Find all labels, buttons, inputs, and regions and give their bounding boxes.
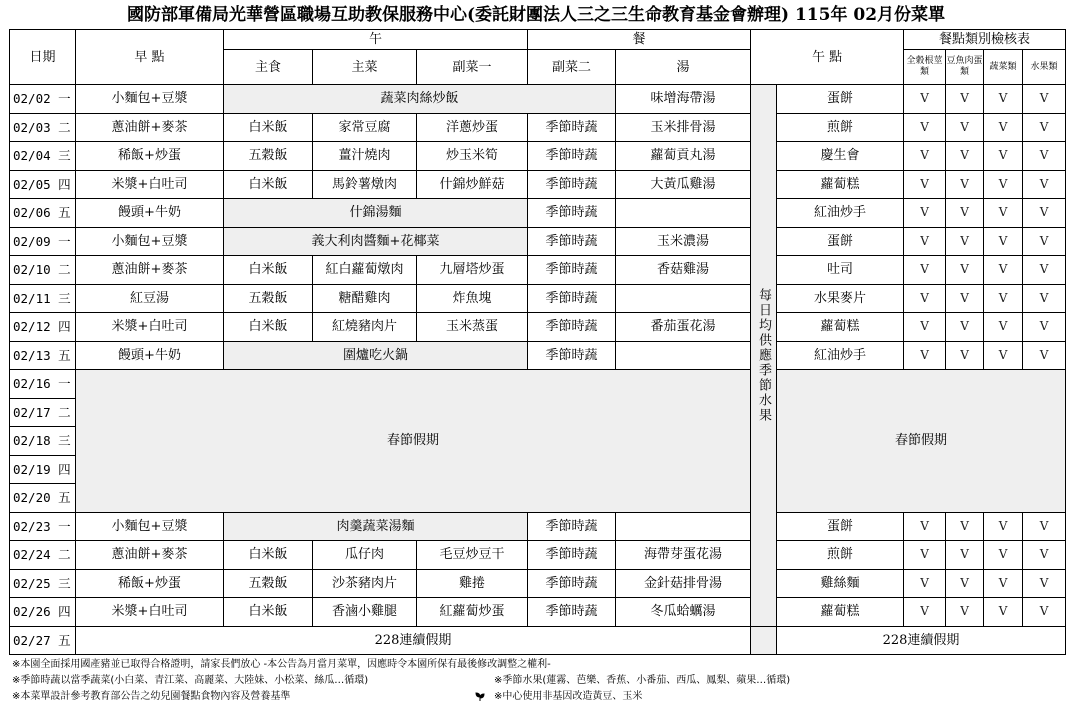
check-mark: V — [946, 85, 984, 114]
check-mark: V — [946, 113, 984, 142]
header-date: 日期 — [10, 30, 76, 85]
row-date: 02/04 三 — [10, 142, 76, 171]
check-mark: V — [984, 541, 1023, 570]
row-date: 02/13 五 — [10, 341, 76, 370]
row-side1: 九層塔炒蛋 — [417, 256, 528, 285]
row-afternoon-snack: 蘿蔔糕 — [777, 313, 904, 342]
menu-row — [10, 113, 1066, 142]
row-staple: 白米飯 — [224, 256, 313, 285]
check-mark: V — [1023, 142, 1066, 171]
row-breakfast: 蔥油餅+麥茶 — [76, 541, 224, 570]
menu-row — [10, 541, 1066, 570]
menu-row — [10, 341, 1066, 370]
check-mark: V — [946, 569, 984, 598]
row-soup — [616, 284, 751, 313]
row-side2: 季節時蔬 — [528, 199, 616, 228]
row-side1: 炸魚塊 — [417, 284, 528, 313]
check-mark: V — [1023, 284, 1066, 313]
row-main: 瓜仔肉 — [313, 541, 417, 570]
row-afternoon-snack: 紅油炒手 — [777, 199, 904, 228]
check-mark: V — [984, 598, 1023, 627]
row-date: 02/24 二 — [10, 541, 76, 570]
row-afternoon-snack: 慶生會 — [777, 142, 904, 171]
header-staple: 主食 — [224, 50, 313, 85]
check-mark: V — [1023, 113, 1066, 142]
menu-table — [9, 29, 1066, 655]
row-breakfast: 饅頭+牛奶 — [76, 199, 224, 228]
header-side2: 副菜二 — [528, 50, 616, 85]
page-title: 國防部軍備局光華營區職場互助教保服務中心(委託財團法人三之三生命教育基金會辦理) 115年 02月份菜單 — [126, 5, 946, 25]
fruit-column-end — [751, 626, 777, 655]
check-mark: V — [1023, 199, 1066, 228]
check-mark: V — [946, 170, 984, 199]
row-date: 02/02 一 — [10, 85, 76, 114]
row-staple: 白米飯 — [224, 598, 313, 627]
row-staple: 五穀飯 — [224, 142, 313, 171]
row-date: 02/19 四 — [10, 455, 76, 484]
menu-row — [10, 170, 1066, 199]
row-main: 沙茶豬肉片 — [313, 569, 417, 598]
row-side2: 季節時蔬 — [528, 512, 616, 541]
row-afternoon-snack: 蛋餅 — [777, 512, 904, 541]
holiday-row — [10, 370, 1066, 399]
row-main: 香滷小雞腿 — [313, 598, 417, 627]
header-check-protein: 豆魚肉蛋類 — [946, 50, 984, 85]
check-mark: V — [984, 313, 1023, 342]
holiday-row — [10, 626, 1066, 655]
row-date: 02/18 三 — [10, 427, 76, 456]
check-mark: V — [946, 341, 984, 370]
menu-row — [10, 313, 1066, 342]
row-soup: 香菇雞湯 — [616, 256, 751, 285]
row-date: 02/05 四 — [10, 170, 76, 199]
row-date: 02/12 四 — [10, 313, 76, 342]
row-side2: 季節時蔬 — [528, 170, 616, 199]
fruit-note: 每日均供應季節水果 — [751, 85, 777, 627]
row-date: 02/26 四 — [10, 598, 76, 627]
row-main: 紅燒豬肉片 — [313, 313, 417, 342]
row-breakfast: 蔥油餅+麥茶 — [76, 256, 224, 285]
menu-row — [10, 598, 1066, 627]
row-date: 02/09 一 — [10, 227, 76, 256]
check-mark: V — [1023, 512, 1066, 541]
row-side2: 季節時蔬 — [528, 341, 616, 370]
holiday-block-right: 春節假期 — [777, 370, 1066, 513]
check-mark: V — [904, 256, 946, 285]
check-mark: V — [1023, 85, 1066, 114]
check-mark: V — [904, 541, 946, 570]
header-soup: 湯 — [616, 50, 751, 85]
header-lunch-right: 餐 — [528, 30, 751, 50]
row-breakfast: 稀飯+炒蛋 — [76, 569, 224, 598]
row-lunch-combined: 什錦湯麵 — [224, 199, 528, 228]
note-vegetables: ※季節時蔬以當季蔬菜(小白菜、青江菜、高麗菜、大陸妹、小松菜、絲瓜…循環) — [12, 675, 369, 686]
menu-row — [10, 512, 1066, 541]
row-afternoon-snack: 吐司 — [777, 256, 904, 285]
check-mark: V — [946, 142, 984, 171]
row-main: 紅白蘿蔔燉肉 — [313, 256, 417, 285]
row-afternoon-snack: 蛋餅 — [777, 227, 904, 256]
note-guideline: ※本菜單設計參考教育部公告之幼兒園餐點食物內容及營養基準 — [12, 691, 291, 702]
row-date: 02/06 五 — [10, 199, 76, 228]
row-soup — [616, 341, 751, 370]
check-mark: V — [984, 199, 1023, 228]
row-date: 02/25 三 — [10, 569, 76, 598]
row-side2: 季節時蔬 — [528, 313, 616, 342]
holiday-block-left: 春節假期 — [76, 370, 751, 513]
row-side2: 季節時蔬 — [528, 142, 616, 171]
row-soup: 玉米排骨湯 — [616, 113, 751, 142]
row-soup: 海帶芽蛋花湯 — [616, 541, 751, 570]
check-mark: V — [904, 341, 946, 370]
menu-row — [10, 256, 1066, 285]
row-breakfast: 米漿+白吐司 — [76, 313, 224, 342]
row-breakfast: 米漿+白吐司 — [76, 170, 224, 199]
check-mark: V — [946, 541, 984, 570]
row-side1: 什錦炒鮮菇 — [417, 170, 528, 199]
row-breakfast: 米漿+白吐司 — [76, 598, 224, 627]
row-lunch-combined: 圍爐吃火鍋 — [224, 341, 528, 370]
check-mark: V — [946, 199, 984, 228]
check-mark: V — [904, 227, 946, 256]
header-breakfast: 早 點 — [76, 30, 224, 85]
row-breakfast: 蔥油餅+麥茶 — [76, 113, 224, 142]
row-side1: 洋蔥炒蛋 — [417, 113, 528, 142]
row-side2: 季節時蔬 — [528, 256, 616, 285]
menu-row — [10, 284, 1066, 313]
row-date: 02/16 一 — [10, 370, 76, 399]
check-mark: V — [946, 313, 984, 342]
check-mark: V — [1023, 341, 1066, 370]
check-mark: V — [904, 142, 946, 171]
row-staple: 白米飯 — [224, 541, 313, 570]
header-main: 主菜 — [313, 50, 417, 85]
check-mark: V — [984, 256, 1023, 285]
row-soup: 大黃瓜雞湯 — [616, 170, 751, 199]
row-afternoon-snack: 雞絲麵 — [777, 569, 904, 598]
row-afternoon-snack: 蛋餅 — [777, 85, 904, 114]
row-side2: 季節時蔬 — [528, 541, 616, 570]
row-date: 02/10 二 — [10, 256, 76, 285]
check-mark: V — [904, 113, 946, 142]
check-mark: V — [946, 256, 984, 285]
row-side2: 季節時蔬 — [528, 113, 616, 142]
row-breakfast: 饅頭+牛奶 — [76, 341, 224, 370]
check-mark: V — [984, 85, 1023, 114]
menu-row — [10, 142, 1066, 171]
row-soup: 蘿蔔貢丸湯 — [616, 142, 751, 171]
row-side1: 玉米蒸蛋 — [417, 313, 528, 342]
row-afternoon-snack: 煎餅 — [777, 541, 904, 570]
row-afternoon-snack: 蘿蔔糕 — [777, 598, 904, 627]
check-mark: V — [1023, 598, 1066, 627]
check-mark: V — [984, 512, 1023, 541]
row-breakfast: 小麵包+豆漿 — [76, 85, 224, 114]
row-date: 02/11 三 — [10, 284, 76, 313]
check-mark: V — [1023, 313, 1066, 342]
check-mark: V — [904, 284, 946, 313]
row-staple: 五穀飯 — [224, 569, 313, 598]
row-main: 薑汁燒肉 — [313, 142, 417, 171]
menu-row — [10, 199, 1066, 228]
check-mark: V — [1023, 569, 1066, 598]
check-mark: V — [1023, 541, 1066, 570]
row-side1: 毛豆炒豆干 — [417, 541, 528, 570]
row-soup: 金針菇排骨湯 — [616, 569, 751, 598]
header-check-veg: 蔬菜類 — [984, 50, 1023, 85]
row-side2: 季節時蔬 — [528, 227, 616, 256]
row-side2: 季節時蔬 — [528, 598, 616, 627]
row-afternoon-snack: 水果麥片 — [777, 284, 904, 313]
menu-row — [10, 85, 1066, 114]
note-fruits: ※季節水果(蓮霧、芭樂、香蕉、小番茄、西瓜、鳳梨、蘋果…循環) — [494, 675, 791, 686]
menu-row — [10, 569, 1066, 598]
row-afternoon-snack: 紅油炒手 — [777, 341, 904, 370]
row-lunch-combined: 義大利肉醬麵+花椰菜 — [224, 227, 528, 256]
row-soup — [616, 512, 751, 541]
row-lunch-combined: 蔬菜肉絲炒飯 — [224, 85, 616, 114]
note-line-1: ※本園全面採用國產豬並已取得合格證明，請家長們放心 -本公告為月當月菜單，因應時令本園所保有最後修改調整之權利- — [12, 659, 551, 670]
row-side1: 炒玉米筍 — [417, 142, 528, 171]
leaf-icon — [475, 692, 485, 702]
check-mark: V — [904, 85, 946, 114]
menu-row — [10, 227, 1066, 256]
row-date: 02/23 一 — [10, 512, 76, 541]
row-soup: 番茄蛋花湯 — [616, 313, 751, 342]
row-soup: 味增海帶湯 — [616, 85, 751, 114]
row-main: 糖醋雞肉 — [313, 284, 417, 313]
row-staple: 白米飯 — [224, 313, 313, 342]
row-main: 家常豆腐 — [313, 113, 417, 142]
header-check-title: 餐點類別檢核表 — [904, 30, 1066, 50]
row-lunch-combined: 肉羹蔬菜湯麵 — [224, 512, 528, 541]
header-check-grain: 全穀根莖類 — [904, 50, 946, 85]
check-mark: V — [984, 569, 1023, 598]
row-staple: 五穀飯 — [224, 284, 313, 313]
row-side1: 雞捲 — [417, 569, 528, 598]
check-mark: V — [946, 227, 984, 256]
check-mark: V — [904, 598, 946, 627]
row-breakfast: 稀飯+炒蛋 — [76, 142, 224, 171]
note-non-gmo: ※中心使用非基因改造黃豆、玉米 — [494, 691, 643, 702]
footer-notes — [12, 657, 1062, 705]
header-afternoon: 午 點 — [751, 30, 904, 85]
check-mark: V — [984, 227, 1023, 256]
check-mark: V — [904, 313, 946, 342]
check-mark: V — [904, 512, 946, 541]
row-side2: 季節時蔬 — [528, 569, 616, 598]
check-mark: V — [904, 170, 946, 199]
long-holiday-left: 228連續假期 — [76, 626, 751, 655]
check-mark: V — [984, 170, 1023, 199]
row-side2: 季節時蔬 — [528, 284, 616, 313]
check-mark: V — [904, 199, 946, 228]
check-mark: V — [1023, 227, 1066, 256]
row-breakfast: 小麵包+豆漿 — [76, 227, 224, 256]
row-date: 02/27 五 — [10, 626, 76, 655]
check-mark: V — [946, 512, 984, 541]
row-date: 02/20 五 — [10, 484, 76, 513]
row-afternoon-snack: 蘿蔔糕 — [777, 170, 904, 199]
row-afternoon-snack: 煎餅 — [777, 113, 904, 142]
row-staple: 白米飯 — [224, 170, 313, 199]
row-side1: 紅蘿蔔炒蛋 — [417, 598, 528, 627]
check-mark: V — [946, 284, 984, 313]
row-soup: 冬瓜蛤蠣湯 — [616, 598, 751, 627]
header-side1: 副菜一 — [417, 50, 528, 85]
row-soup — [616, 199, 751, 228]
check-mark: V — [946, 598, 984, 627]
check-mark: V — [984, 142, 1023, 171]
row-main: 馬鈴薯燉肉 — [313, 170, 417, 199]
row-breakfast: 小麵包+豆漿 — [76, 512, 224, 541]
check-mark: V — [984, 113, 1023, 142]
check-mark: V — [984, 284, 1023, 313]
check-mark: V — [904, 569, 946, 598]
header-lunch-left: 午 — [224, 30, 528, 50]
row-date: 02/03 二 — [10, 113, 76, 142]
long-holiday-right: 228連續假期 — [777, 626, 1066, 655]
row-soup: 玉米濃湯 — [616, 227, 751, 256]
row-staple: 白米飯 — [224, 113, 313, 142]
row-breakfast: 紅豆湯 — [76, 284, 224, 313]
check-mark: V — [1023, 256, 1066, 285]
row-date: 02/17 二 — [10, 398, 76, 427]
check-mark: V — [984, 341, 1023, 370]
check-mark: V — [1023, 170, 1066, 199]
header-check-fruit: 水果類 — [1023, 50, 1066, 85]
